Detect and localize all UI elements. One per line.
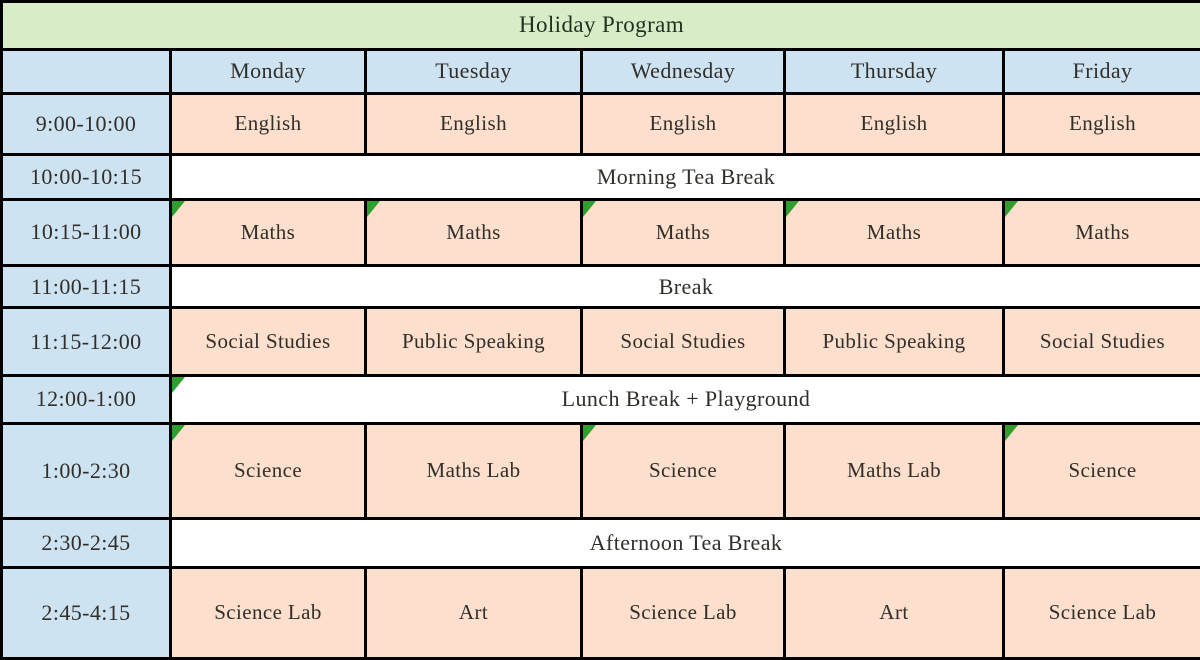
time-slot: 10:15-11:00 xyxy=(2,200,171,266)
subject-label: Public Speaking xyxy=(401,329,546,354)
day-header-friday: Friday xyxy=(1004,49,1200,94)
subject-cell xyxy=(171,567,366,658)
break-cell xyxy=(171,154,1200,200)
break-row xyxy=(2,154,1200,200)
break-cell xyxy=(171,519,1200,568)
subject-cell xyxy=(1004,200,1200,266)
green-corner-triangle-icon xyxy=(367,201,380,217)
subject-label: Social Studies xyxy=(205,329,331,354)
break-label: Afternoon Tea Break xyxy=(589,529,783,555)
subject-label: Maths xyxy=(446,219,501,244)
subject-cell xyxy=(785,94,1004,154)
break-label: Morning Tea Break xyxy=(596,163,776,189)
subject-cell xyxy=(582,308,785,376)
subject-label: English xyxy=(234,111,302,136)
subject-cell xyxy=(366,423,582,518)
day-header-monday: Monday xyxy=(171,49,366,94)
break-row xyxy=(2,376,1200,424)
subject-label: Public Speaking xyxy=(822,329,966,354)
green-corner-triangle-icon xyxy=(172,377,185,393)
subject-cell xyxy=(785,308,1004,376)
break-row xyxy=(2,265,1200,307)
subject-label: Art xyxy=(458,600,489,625)
subject-cell xyxy=(582,200,785,266)
schedule-row xyxy=(2,308,1200,376)
subject-label: English xyxy=(649,111,717,136)
time-slot: 2:30-2:45 xyxy=(2,519,171,568)
subject-label: Maths xyxy=(866,219,922,244)
green-corner-triangle-icon xyxy=(1005,201,1018,217)
subject-cell xyxy=(366,200,582,266)
subject-label: Social Studies xyxy=(1039,329,1166,354)
subject-label: Maths Lab xyxy=(847,458,941,483)
subject-label: Maths xyxy=(1075,219,1130,244)
subject-label: Maths xyxy=(240,219,296,244)
subject-label: Art xyxy=(879,600,909,625)
subject-label: Science xyxy=(233,458,303,483)
subject-cell xyxy=(785,567,1004,658)
subject-cell xyxy=(171,423,366,518)
subject-label: Science xyxy=(1068,458,1137,483)
break-cell xyxy=(171,265,1200,307)
subject-cell xyxy=(366,567,582,658)
subject-label: Science Lab xyxy=(1048,600,1157,625)
subject-cell xyxy=(366,308,582,376)
time-slot: 2:45-4:15 xyxy=(2,567,171,658)
subject-cell xyxy=(171,94,366,154)
subject-label: Science xyxy=(648,458,718,483)
subject-label: Maths xyxy=(655,219,711,244)
break-label: Break xyxy=(658,273,714,299)
schedule-row xyxy=(2,423,1200,518)
subject-label: Social Studies xyxy=(620,329,746,354)
green-corner-triangle-icon xyxy=(172,201,185,217)
time-slot: 1:00-2:30 xyxy=(2,423,171,518)
schedule-row xyxy=(2,567,1200,658)
time-slot: 10:00-10:15 xyxy=(2,154,171,200)
break-cell xyxy=(171,376,1200,424)
page-title: Holiday Program xyxy=(2,2,1200,50)
day-header-wednesday: Wednesday xyxy=(582,49,785,94)
title-row xyxy=(2,2,1200,50)
subject-cell xyxy=(582,567,785,658)
subject-cell xyxy=(582,94,785,154)
green-corner-triangle-icon xyxy=(583,425,596,441)
green-corner-triangle-icon xyxy=(1005,425,1018,441)
corner-cell xyxy=(2,49,171,94)
subject-label: Science Lab xyxy=(629,600,737,625)
subject-cell xyxy=(1004,567,1200,658)
day-header-tuesday: Tuesday xyxy=(366,49,582,94)
time-slot: 12:00-1:00 xyxy=(2,376,171,424)
subject-cell xyxy=(366,94,582,154)
subject-cell xyxy=(1004,308,1200,376)
day-header-row xyxy=(2,49,1200,94)
subject-cell xyxy=(1004,423,1200,518)
subject-label: English xyxy=(1069,111,1136,136)
subject-cell xyxy=(785,423,1004,518)
day-header-thursday: Thursday xyxy=(785,49,1004,94)
green-corner-triangle-icon xyxy=(786,201,799,217)
time-slot: 11:00-11:15 xyxy=(2,265,171,307)
subject-label: English xyxy=(440,111,507,136)
subject-cell xyxy=(171,200,366,266)
subject-cell xyxy=(785,200,1004,266)
time-slot: 11:15-12:00 xyxy=(2,308,171,376)
subject-label: Maths Lab xyxy=(426,458,521,483)
time-slot: 9:00-10:00 xyxy=(2,94,171,154)
break-row xyxy=(2,519,1200,568)
schedule-row xyxy=(2,200,1200,266)
schedule-row xyxy=(2,94,1200,154)
break-label: Lunch Break + Playground xyxy=(561,386,811,412)
subject-label: English xyxy=(860,111,928,136)
subject-cell xyxy=(171,308,366,376)
subject-cell xyxy=(582,423,785,518)
green-corner-triangle-icon xyxy=(583,201,596,217)
green-corner-triangle-icon xyxy=(172,425,185,441)
subject-label: Science Lab xyxy=(214,600,322,625)
subject-cell xyxy=(1004,94,1200,154)
